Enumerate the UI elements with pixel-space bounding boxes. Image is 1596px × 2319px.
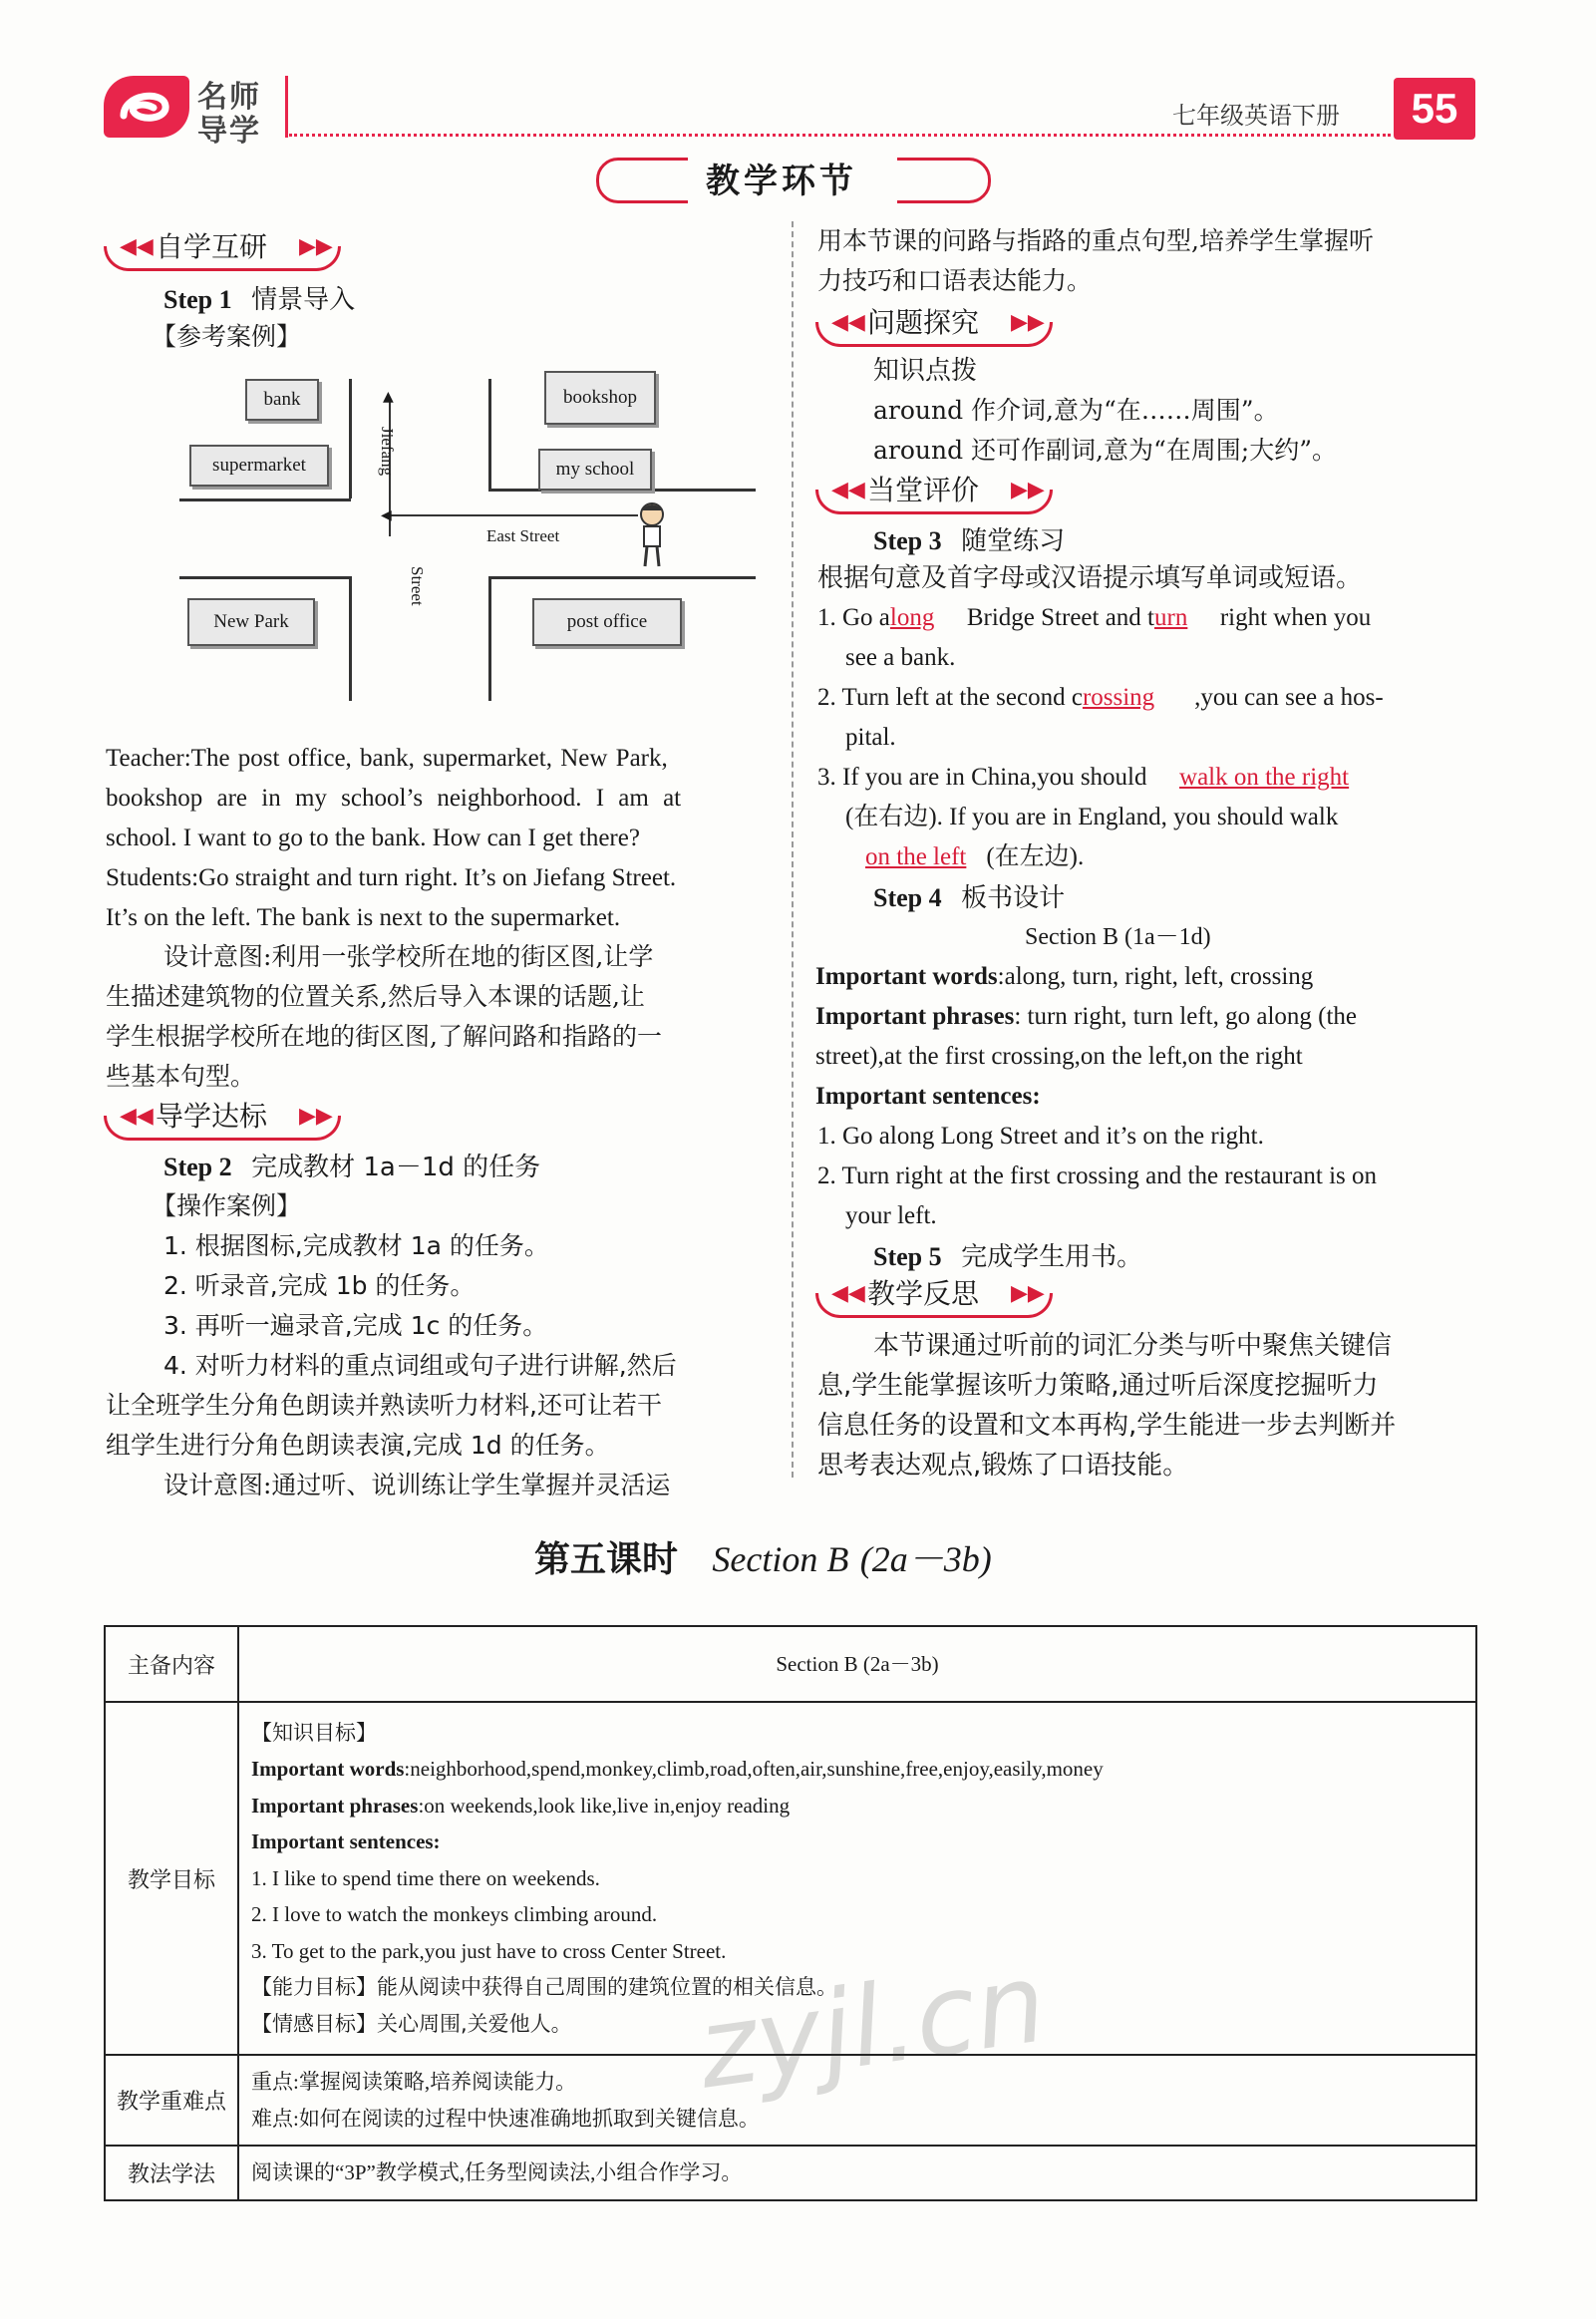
road-line <box>488 379 491 489</box>
exercise-intro: 根据句意及首字母或汉语提示填写单词或短语。 <box>817 563 1363 593</box>
header-rule <box>289 134 1391 137</box>
reflection-line: 信息任务的设置和文本再构,学生能进一步去判断并 <box>817 1411 1397 1441</box>
book-title: 七年级英语下册 <box>1172 102 1340 130</box>
map-label-east-street: East Street <box>486 526 560 545</box>
tag-arrow-left-icon: ◀◀ <box>120 234 154 259</box>
board-sentences-label: Important sentences: <box>815 1083 1041 1110</box>
road-line <box>488 576 491 701</box>
tag-arrow-right-icon: ▶▶ <box>1011 1281 1045 1306</box>
design-intent-line: 设计意图:通过听、说训练让学生掌握并灵活运 <box>163 1471 671 1499</box>
table-header-cell: 教学目标 <box>105 1702 238 2055</box>
step1-heading: Step 1 情景导入 <box>163 285 356 315</box>
column-divider <box>792 221 794 1478</box>
lesson-plan-table <box>104 1625 1477 2201</box>
continued-text: 用本节课的问路与指路的重点句型,培养学生掌握听 <box>817 226 1374 255</box>
reference-case-label: 【参考案例】 <box>152 322 302 351</box>
reflection-line: 息,学生能掌握该听力策略,通过听后深度挖掘听力 <box>817 1371 1379 1401</box>
operation-item: 3. 再听一遍录音,完成 1c 的任务。 <box>163 1311 548 1340</box>
step5-heading: Step 5 完成学生用书。 <box>873 1242 1143 1272</box>
arrow-up-icon: ▲ <box>383 389 394 405</box>
board-title: Section B (1a－1d) <box>1025 924 1211 950</box>
map-label-new-park: New Park <box>187 598 315 646</box>
section-tag-self-study: ◀◀ 自学互研 ▶▶ <box>104 225 341 269</box>
answer-text: urn <box>1154 604 1188 631</box>
student-figure-icon <box>632 500 672 570</box>
road-line <box>488 576 756 579</box>
arrow-left-icon: ◀ <box>381 507 392 523</box>
answer-text: on the left <box>865 843 967 870</box>
road-line <box>349 576 352 701</box>
exercise-q3: 3. If you are in China,you should walk on the right <box>817 758 1369 798</box>
watermark: zyjl.cn <box>690 1938 1054 2114</box>
design-intent-line: 生描述建筑物的位置关系,然后导入本课的话题,让 <box>106 982 645 1011</box>
operation-item: 4. 对听力材料的重点词组或句子进行讲解,然后 <box>163 1351 677 1380</box>
reflection-line: 思考表达观点,锻炼了口语技能。 <box>817 1451 1189 1481</box>
exercise-q3-cont2: on the left (在左边). <box>845 837 1084 877</box>
table-header-cell: 教法学法 <box>105 2146 238 2200</box>
tag-arrow-right-icon: ▶▶ <box>299 234 333 259</box>
road-line <box>349 379 352 498</box>
step3-heading: Step 3 随堂练习 <box>873 526 1066 556</box>
logo-text-2: 导学 <box>197 114 261 149</box>
dialog-line: It’s on the left. The bank is next to the supermarket. <box>106 904 621 931</box>
table-row <box>105 1626 1476 1702</box>
operation-item: 组学生进行分角色朗读表演,完成 1d 的任务。 <box>106 1431 610 1460</box>
reflection-line: 本节课通过听前的词汇分类与听中聚焦关键信 <box>873 1331 1393 1361</box>
dialog-line: Students:Go straight and turn right. It’s on Jiefang Street. <box>106 864 677 891</box>
step4-heading: Step 4 板书设计 <box>873 883 1066 913</box>
table-row <box>105 2146 1476 2200</box>
logo-text-1: 名师 <box>197 80 261 115</box>
map-label-supermarket: supermarket <box>189 445 329 487</box>
page-number: 55 <box>1394 78 1475 140</box>
continued-text: 力技巧和口语表达能力。 <box>817 266 1093 295</box>
board-phrases-cont: street),at the first crossing,on the left,on the right <box>815 1043 1303 1070</box>
map-label-bookshop: bookshop <box>544 371 656 425</box>
dialog-line: bookshop are in my school’s neighborhood. I am at <box>106 785 682 812</box>
map-label-post-office: post office <box>532 598 682 646</box>
step2-heading: Step 2 完成教材 1a－1d 的任务 <box>163 1153 541 1182</box>
exercise-q2: 2. Turn left at the second crossing ,you can see a hos- <box>817 684 1384 711</box>
logo-mark-icon <box>104 76 189 138</box>
board-sentence: your left. <box>845 1202 937 1229</box>
board-sentence: 2. Turn right at the first crossing and the restaurant is on <box>817 1162 1378 1189</box>
map-label-jiefang: Jiefang <box>378 427 397 477</box>
map-label-bank: bank <box>245 379 319 421</box>
table-header-cell: 教学重难点 <box>105 2055 238 2146</box>
table-cell: 【知识目标】 Important words:neighborhood,spend,monkey,climb,road,often,air,sunshine,free,enjoy,easily,money Important phrases:on weekends,look like,live in,enjoy reading Important sentences: 1. I like to spend time there on weekends. 2. I love to watch the monkeys climbing around. 3. To get to the park,you just have to cross Center Street. 【能力目标】能从阅读中获得自己周围的建筑位置的相关信息。 【情感目标】关心周围,关爱他人。 <box>238 1702 1476 2055</box>
section-tag-guided: ◀◀ 导学达标 ▶▶ <box>104 1095 341 1139</box>
operation-item: 2. 听录音,完成 1b 的任务。 <box>163 1271 476 1300</box>
table-cell: Section B (2a－3b) <box>238 1626 1476 1702</box>
dialog-line: school. I want to go to the bank. How can I get there? <box>106 825 640 851</box>
street-map <box>169 367 768 706</box>
board-phrases: Important phrases: turn right, turn left, go along (the <box>815 1003 1358 1030</box>
table-cell: 重点:掌握阅读策略,培养阅读能力。 难点:如何在阅读的过程中快速准确地抓取到关键信息。 <box>238 2055 1476 2146</box>
tag-arrow-right-icon: ▶▶ <box>1011 310 1045 335</box>
design-intent-line: 些基本句型。 <box>106 1062 256 1091</box>
knowledge-line: around 还可作副词,意为“在周围;大约”。 <box>873 436 1337 465</box>
knowledge-line: around 作介词,意为“在……周围”。 <box>873 396 1279 425</box>
board-words: Important words:along, turn, right, left, crossing <box>815 963 1314 990</box>
road-line <box>179 498 351 501</box>
answer-text: rossing <box>1082 684 1155 711</box>
board-sentence: 1. Go along Long Street and it’s on the right. <box>817 1123 1264 1150</box>
exercise-q1-cont: see a bank. <box>845 644 956 671</box>
lesson-title: 第五课时 Section B (2a－3b) <box>534 1539 992 1580</box>
knowledge-title: 知识点拨 <box>873 356 978 386</box>
answer-text: walk on the right <box>1179 764 1350 791</box>
route-arrow-line <box>389 514 638 516</box>
section-tag-inquiry: ◀◀ 问题探究 ▶▶ <box>815 301 1053 345</box>
tag-arrow-left-icon: ◀◀ <box>831 1281 865 1306</box>
logo-divider <box>285 76 288 138</box>
exercise-q2-cont: pital. <box>845 724 896 751</box>
answer-text: long <box>889 604 935 631</box>
tag-arrow-left-icon: ◀◀ <box>831 478 865 502</box>
design-intent-line: 学生根据学校所在地的街区图,了解问路和指路的一 <box>106 1022 662 1051</box>
dialog-line: Teacher:The post office, bank, supermarket, New Park, <box>106 745 668 772</box>
section-tag-reflection: ◀◀ 教学反思 ▶▶ <box>815 1272 1053 1316</box>
tag-arrow-left-icon: ◀◀ <box>120 1104 154 1129</box>
table-header-cell: 主备内容 <box>105 1626 238 1702</box>
tag-arrow-right-icon: ▶▶ <box>299 1104 333 1129</box>
tag-arrow-right-icon: ▶▶ <box>1011 478 1045 502</box>
table-cell: 阅读课的“3P”教学模式,任务型阅读法,小组合作学习。 <box>238 2146 1476 2200</box>
operation-case-label: 【操作案例】 <box>152 1191 302 1220</box>
tag-arrow-left-icon: ◀◀ <box>831 310 865 335</box>
design-intent-line: 设计意图:利用一张学校所在地的街区图,让学 <box>163 942 654 971</box>
section-banner <box>596 150 991 207</box>
map-label-street: Street <box>408 566 427 606</box>
exercise-q1: 1. Go along Bridge Street and turn right when you <box>817 604 1372 631</box>
map-label-my-school: my school <box>538 449 652 491</box>
section-tag-assessment: ◀◀ 当堂评价 ▶▶ <box>815 469 1053 512</box>
exercise-q3-cont: (在右边). If you are in England, you should walk <box>845 804 1339 830</box>
operation-item: 1. 根据图标,完成教材 1a 的任务。 <box>163 1231 549 1260</box>
operation-item: 让全班学生分角色朗读并熟读听力材料,还可让若干 <box>106 1391 662 1420</box>
banner-title: 教学环节 <box>706 162 857 201</box>
road-line <box>179 576 351 579</box>
publisher-logo <box>104 70 293 149</box>
